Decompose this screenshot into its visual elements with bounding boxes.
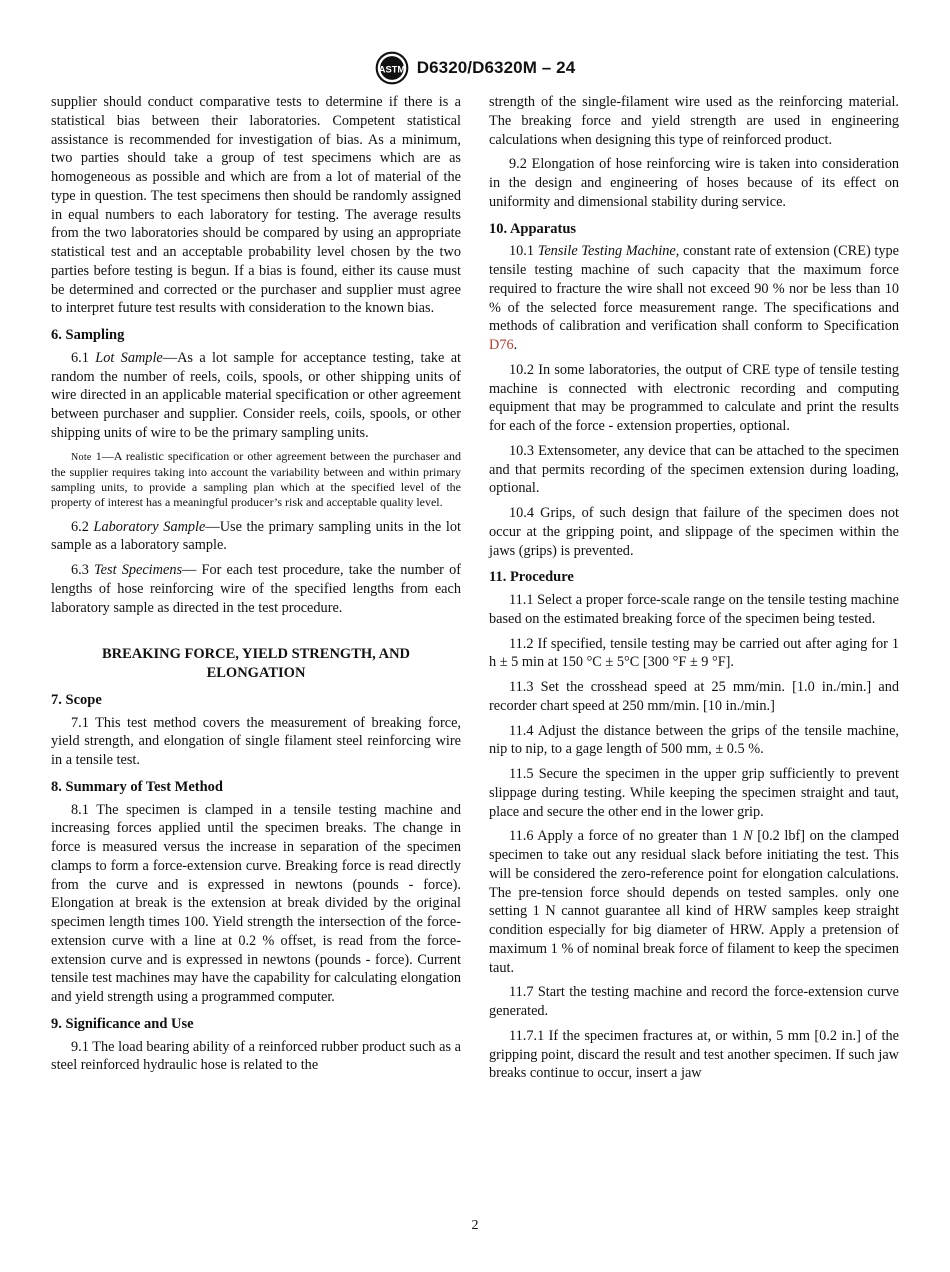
- section-10-heading: 10. Apparatus: [489, 220, 577, 237]
- left-column: [51, 93, 461, 1081]
- standard-designation: D6320/D6320M – 24: [416, 58, 576, 77]
- reference-link-d76[interactable]: D76: [489, 337, 514, 353]
- section-7-heading: 7. Scope: [51, 691, 102, 708]
- paragraph-10-1: 10.1 Tensile Testing Machine, constant rate of extension (CRE) type tensile testing machine of such capacity that the maximum force required to fracture the wire shall not exceed 90 % nor be less than 10 % of the selected force measurement range. The specifications and methods of calibration and verification shall conform to Specification D76.: [489, 243, 899, 353]
- paragraph-bias-continued: supplier should conduct comparative tests to determine if there is a statistical bias between their laboratories. Competent statistical assistance is recommended for investigation of bias. As a minimum, two parties should take a group of test specimens which are as homogeneous as possible and which are from a lot of material of the type in question. The test specimens then should be randomly assigned in equal numbers to each laboratory for testing. The average results from the two laboratories should be compared by using an appropriate statistical test and an acceptable probability level chosen by the two parties before testing is begun. If a bias is found, either its cause must be determined and corrected or the purchaser and supplier must agree to interpret future test results with consideration to the known bias.: [51, 94, 461, 317]
- paragraph-10-2: 10.2 In some laboratories, the output of CRE type of tensile testing machine is connected with electronic recording and computing equipment that may be programmed to calculate and print the results for each of the force - extension properties, optional.: [489, 361, 899, 434]
- paragraph-11-2: 11.2 If specified, tensile testing may be carried out after aging for 1 h ± 5 min at 150 °C ± 5°C [300 °F ± 9 °F].: [489, 635, 899, 671]
- section-8-heading: 8. Summary of Test Method: [51, 778, 223, 795]
- paragraph-7-1: 7.1 This test method covers the measurement of breaking force, yield strength, and elongation of single filament steel reinforcing wire in a tensile test.: [51, 714, 461, 769]
- section-11-heading: 11. Procedure: [489, 569, 574, 586]
- paragraph-11-5: 11.5 Secure the specimen in the upper grip sufficiently to prevent slippage during testing. While keeping the specimen straight and taut, place and secure the other end in the lower grip.: [489, 766, 899, 820]
- section-6-heading: 6. Sampling: [51, 327, 125, 343]
- right-column: [489, 93, 899, 1089]
- paragraph-11-3: 11.3 Set the crosshead speed at 25 mm/min. [1.0 in./min.] and recorder chart speed at 250 mm/min. [10 in./min.]: [489, 679, 899, 714]
- page-header: [0, 50, 950, 86]
- note-1: Note 1—A realistic specification or other agreement between the purchaser and the supplier requires taking into account the variability between and within primary sampling units, to provide a sampling plan which at the specified level of the property of interest has a meaningful producer’s risk and acceptable quality level.: [51, 448, 461, 509]
- paragraph-10-3: 10.3 Extensometer, any device that can be attached to the specimen and that permits recording of the specimen extension during loading, optional.: [489, 442, 899, 497]
- paragraph-6-2: 6.2 Laboratory Sample—Use the primary sampling units in the lot sample as a laboratory sample.: [51, 518, 461, 554]
- svg-text:ASTM: ASTM: [378, 64, 405, 75]
- paragraph-11-6: 11.6 Apply a force of no greater than 1 N [0.2 lbf] on the clamped specimen to take out any residual slack before initiating the test. This will be considered the zero-reference point for elongation calculations. The pre-tension force should depends on tested samples. only one setting 1 N cannot guarantee all kind of HRW samples keep straight condition especially for big diameter of HRW. Apply a pretension of maximum 1 % of nominal break force of filament to keep the specimen taut.: [489, 828, 899, 976]
- major-section-heading: BREAKING FORCE, YIELD STRENGTH, AND ELONGATION: [101, 646, 411, 682]
- paragraph-11-4: 11.4 Adjust the distance between the grips of the tensile machine, nip to nip, to a gage length of 500 mm, ± 0.5 %.: [489, 722, 899, 758]
- paragraph-8-1: 8.1 The specimen is clamped in a tensile testing machine and increasing forces applied until the specimen breaks. The change in force is measured versus the increase in separation of the specimen clamps to form a force-extension curve. Breaking force is read directly from the curve and is expressed in newtons (pounds - force). Elongation at break is the extension at break divided by the original specimen length times 100. Yield strength the intersection of the force-extension curve with a line at 0.2 % offset, is read from the force-extension curve and is expressed in newtons (pounds - force). Current tensile test machines may have the capability for calculating elongation and yield strength using a programmed computer.: [51, 801, 461, 1006]
- astm-logo-icon: [375, 51, 409, 85]
- paragraph-6-3: 6.3 Test Specimens— For each test procedure, take the number of lengths of hose reinforcing wire of the specified lengths from each laboratory sample as directed in the test procedure.: [51, 562, 461, 616]
- paragraph-9-2: 9.2 Elongation of hose reinforcing wire is taken into consideration in the design and engineering of hoses because of its effect on uniformity and dimensional stability during service.: [489, 156, 899, 210]
- paragraph-9-1-continued: strength of the single-filament wire used as the reinforcing material. The breaking force and yield strength are used in engineering calculations when designing this type of reinforced product.: [489, 94, 899, 148]
- paragraph-10-4: 10.4 Grips, of such design that failure of the specimen does not occur at the gripping point, and slippage of the specimen within the jaws (grips) is prevented.: [489, 505, 899, 559]
- paragraph-11-7-1: 11.7.1 If the specimen fractures at, or within, 5 mm [0.2 in.] of the gripping point, discard the result and test another specimen. If such jaw breaks continue to occur, insert a jaw: [489, 1027, 899, 1082]
- paragraph-6-1: 6.1 Lot Sample—As a lot sample for acceptance testing, take at random the number of reels, coils, spools, or other shipping units of wire directed in an applicable material specification or other agreement between purchaser and supplier. Consider reels, coils, spools, or other shipping units of wire to be the primary sampling units.: [51, 349, 462, 441]
- paragraph-9-1: 9.1 The load bearing ability of a reinforced rubber product such as a steel reinforced hydraulic hose is related to the: [51, 1038, 461, 1074]
- paragraph-11-1: 11.1 Select a proper force-scale range on the tensile testing machine based on the estimated breaking force of the specimen being tested.: [489, 592, 899, 627]
- page-number: 2: [471, 1218, 479, 1233]
- paragraph-11-7: 11.7 Start the testing machine and record the force-extension curve generated.: [489, 984, 899, 1019]
- section-9-heading: 9. Significance and Use: [51, 1015, 194, 1032]
